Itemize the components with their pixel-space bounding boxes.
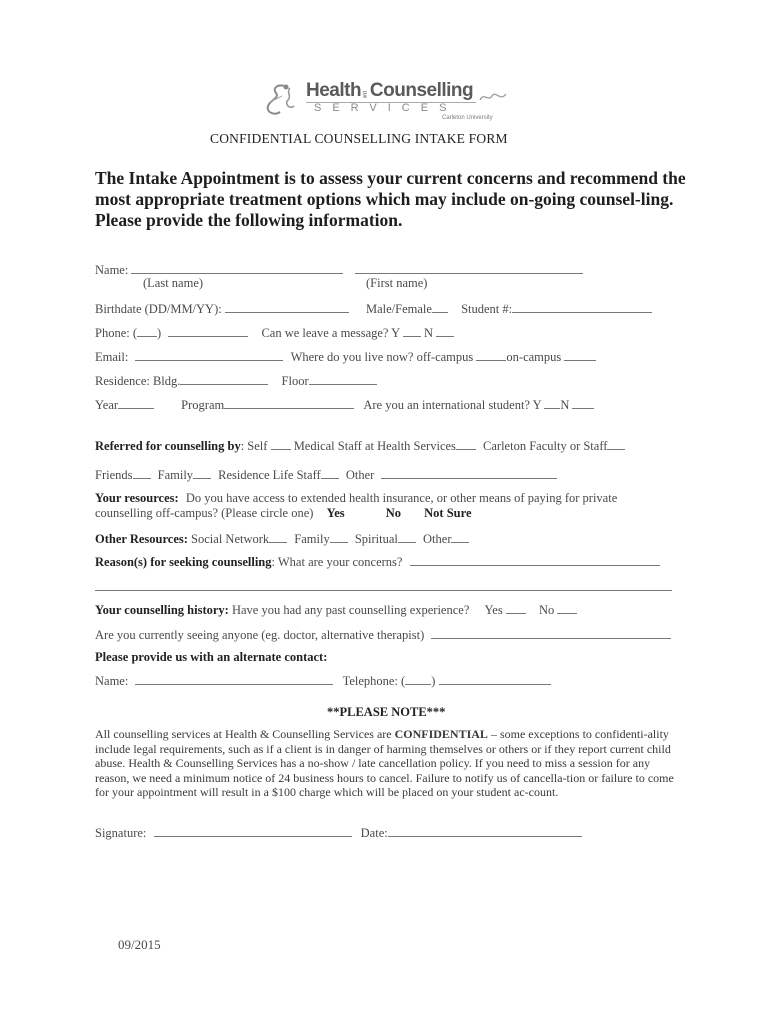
reasons-input[interactable]: [410, 553, 660, 566]
logo: [264, 80, 514, 125]
male-female-input[interactable]: [432, 300, 448, 313]
floor-input[interactable]: [309, 372, 377, 385]
referred-medical-input[interactable]: [456, 437, 476, 450]
residence-label: Residence: Bldg.: [95, 374, 181, 388]
current-question: Are you currently seeing anyone (eg. doctor, alternative therapist): [95, 628, 425, 642]
referred-residence-life: Residence Life Staff: [218, 468, 321, 482]
other-resources-spiritual-input[interactable]: [398, 530, 416, 543]
phone-number-input[interactable]: [168, 324, 248, 337]
referred-friends: Friends: [95, 468, 133, 482]
student-no-label: Student #:: [461, 302, 513, 316]
referred-faculty-input[interactable]: [607, 437, 625, 450]
international-no-input[interactable]: [572, 396, 594, 409]
signature-input[interactable]: [154, 824, 352, 837]
email-input[interactable]: [135, 348, 283, 361]
other-resources-label: Other Resources:: [95, 532, 188, 546]
other-resources-social: Social Network: [191, 532, 270, 546]
referred-family-input[interactable]: [193, 466, 211, 479]
referred-residence-life-input[interactable]: [321, 466, 339, 479]
residence-row: [95, 372, 377, 389]
birthdate-label: Birthdate (DD/MM/YY):: [95, 302, 222, 316]
alternate-telephone-input[interactable]: [439, 672, 551, 685]
current-row: [95, 626, 671, 643]
history-yes: Yes: [484, 603, 503, 617]
international-n: N: [560, 398, 570, 412]
on-campus-input[interactable]: [564, 348, 596, 361]
reasons-label: Reason(s) for seeking counselling: [95, 555, 272, 569]
international-label: Are you an international student? Y: [363, 398, 542, 412]
male-female-label: Male/Female: [365, 302, 432, 316]
signature-label: Signature:: [95, 826, 147, 840]
where-live-label: Where do you live now? off-campus: [290, 350, 474, 364]
resources-row-2: [95, 506, 472, 521]
alternate-telephone-close: ): [431, 674, 436, 688]
phone-row: [95, 324, 454, 341]
last-name-caption: (Last name): [143, 276, 204, 290]
alternate-name-input[interactable]: [135, 672, 333, 685]
date-label: Date:: [360, 826, 388, 840]
birthdate-input[interactable]: [225, 300, 349, 313]
floor-label: Floor: [281, 374, 309, 388]
reasons-question: : What are your concerns?: [271, 555, 403, 569]
referred-medical: Medical Staff at Health Services: [293, 439, 456, 453]
referred-self: : Self: [240, 439, 268, 453]
note-confidential: CONFIDENTIAL: [394, 727, 488, 741]
residence-bldg-input[interactable]: [180, 372, 268, 385]
email-label: Email:: [95, 350, 129, 364]
on-campus-label: on-campus: [506, 350, 562, 364]
student-no-input[interactable]: [512, 300, 652, 313]
other-resources-row: [95, 530, 469, 547]
signature-row: [95, 824, 582, 841]
program-label: Program: [181, 398, 225, 412]
logo-university: Carleton University: [442, 115, 493, 121]
other-resources-other-input[interactable]: [451, 530, 469, 543]
other-resources-spiritual: Spiritual: [354, 532, 398, 546]
resources-question: Do you have access to extended health insurance, or other means of paying for private: [185, 491, 618, 505]
resources-no-option[interactable]: No: [385, 506, 402, 520]
resources-question-2: counselling off-campus? (Please circle one): [95, 506, 314, 520]
phone-paren-close: ): [157, 326, 162, 340]
first-name-caption: (First name): [366, 276, 428, 290]
resources-label: Your resources:: [95, 491, 179, 505]
footer-date: 09/2015: [118, 937, 161, 952]
phone-label: Phone: (: [95, 326, 138, 340]
other-resources-social-input[interactable]: [269, 530, 287, 543]
history-label: Your counselling history:: [95, 603, 229, 617]
referred-row-2: [95, 466, 557, 483]
referred-faculty: Carleton Faculty or Staff: [483, 439, 608, 453]
form-title: CONFIDENTIAL COUNSELLING INTAKE FORM: [210, 131, 508, 146]
date-input[interactable]: [388, 824, 582, 837]
referred-other-input[interactable]: [381, 466, 557, 479]
year-input[interactable]: [118, 396, 154, 409]
leave-message-yes-input[interactable]: [403, 324, 421, 337]
alternate-name-label: Name:: [95, 674, 129, 688]
year-label: Year: [95, 398, 119, 412]
logo-figure-icon: [264, 82, 304, 118]
note-heading: **PLEASE NOTE***: [327, 705, 446, 719]
resources-yes-option[interactable]: Yes: [326, 506, 345, 520]
alternate-telephone-label: Telephone: (: [342, 674, 406, 688]
history-yes-input[interactable]: [506, 601, 526, 614]
leave-message-no-input[interactable]: [436, 324, 454, 337]
referred-self-input[interactable]: [271, 437, 291, 450]
referred-friends-input[interactable]: [133, 466, 151, 479]
international-yes-input[interactable]: [544, 396, 560, 409]
referred-family: Family: [157, 468, 194, 482]
program-input[interactable]: [224, 396, 354, 409]
referred-label: Referred for counselling by: [95, 439, 241, 453]
other-resources-family: Family: [294, 532, 330, 546]
first-name-input[interactable]: [355, 261, 583, 274]
alternate-heading: Please provide us with an alternate contact:: [95, 650, 328, 664]
history-row: [95, 601, 577, 618]
logo-services: SERVICES: [314, 102, 458, 114]
referred-other: Other: [345, 468, 375, 482]
phone-area-input[interactable]: [137, 324, 157, 337]
leave-message-n: N: [423, 326, 433, 340]
alternate-telephone-area-input[interactable]: [405, 672, 431, 685]
resources-not-sure-option[interactable]: Not Sure: [424, 506, 472, 520]
history-question: Have you had any past counselling experience?: [231, 603, 470, 617]
leave-message-label: Can we leave a message? Y: [261, 326, 400, 340]
alternate-row: [95, 672, 551, 689]
logo-health: Health: [306, 80, 362, 101]
history-no-input[interactable]: [557, 601, 577, 614]
logo-and: and: [362, 91, 369, 99]
last-name-input[interactable]: [131, 261, 343, 274]
referred-row: [95, 437, 625, 454]
logo-swoosh-icon: [478, 90, 508, 104]
year-row: [95, 396, 594, 413]
off-campus-input[interactable]: [476, 348, 506, 361]
email-row: [95, 348, 596, 365]
note-text: [95, 727, 675, 800]
logo-counselling: Counselling: [369, 80, 474, 101]
intro-text: The Intake Appointment is to assess your current concerns and recommend the most appropriate treatment options which may include on-going counsel-ling. Please provide the following information.: [95, 168, 686, 230]
other-resources-other: Other: [423, 532, 452, 546]
history-no: No: [538, 603, 555, 617]
current-input[interactable]: [431, 626, 671, 639]
note-text-after: – some exceptions to confidenti-ality include legal requirements, such as if a client is in danger of harming themselves or others or if they report current child abuse. Health & Counselling Services has a no-show / late cancellation policy. If you need to miss a session for any reason, we need a minimum notice of 24 business hours to cancel. Failure to notify us of cancella-tion or failure to come for your appointment will result in a $100 charge which will be placed on your student ac-count.: [95, 727, 674, 799]
name-label: Name:: [95, 263, 129, 277]
note-text-before: All counselling services at Health & Counselling Services are: [95, 727, 395, 741]
other-resources-family-input[interactable]: [330, 530, 348, 543]
reasons-input-line-2[interactable]: [95, 590, 672, 591]
reasons-row: [95, 553, 660, 570]
birthdate-row: [95, 300, 652, 317]
resources-row: [95, 491, 617, 506]
